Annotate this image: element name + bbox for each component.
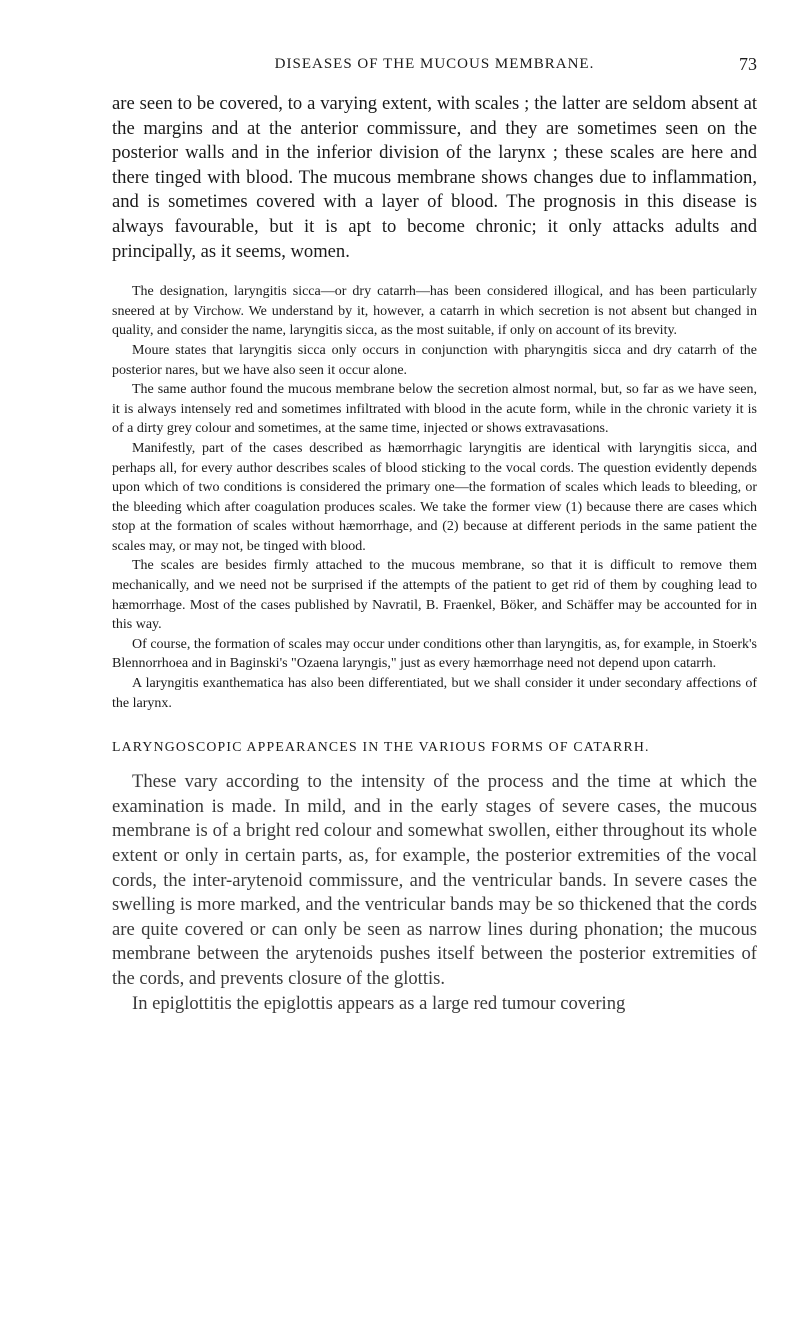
running-head [112, 56, 757, 78]
note-paragraph-moure: Moure states that laryngitis sicca only occurs in conjunction with pharyngitis sicca and dry catarrh of the posterior nares, but we have also seen it occur alone. [112, 342, 757, 378]
section-heading: LARYNGOSCOPIC APPEARANCES IN THE VARIOUS FORMS OF CATARRH. [112, 739, 650, 755]
note-paragraph-same-author: The same author found the mucous membrane below the secretion almost normal, but, so far as we have seen, it is always intensely red and sometimes infiltrated with blood in the acute form, while in the chronic variety it is of a dirty grey colour and sometimes, at the same time, injected or shows extravasations. [112, 382, 757, 437]
note-paragraph-exanthematica: A laryngitis exanthematica has also been differentiated, but we shall consider it under secondary affections of the larynx. [112, 676, 757, 711]
opening-text-block [112, 92, 757, 264]
section-paragraph-epiglottitis: In epiglottitis the epiglottis appears as a large red tumour covering [132, 992, 626, 1014]
note-paragraph-scales: The scales are besides firmly attached to the mucous membrane, so that it is difficult to remove them mechanically, and we need not be surprised if the attempts of the patient to get rid of them by coughing lead to hæmorrhage. Most of the cases published by Navratil, B. Fraenkel, Böker, and Schäffer may be accounted for in this way. [112, 558, 757, 633]
note-paragraph-manifestly: Manifestly, part of the cases described as hæmorrhagic laryngitis are identical with laryngitis sicca, and perhaps all, for every author describes scales of blood sticking to the vocal cords. The question evidently depends upon which of two conditions is considered the primary one—the formation of scales which leads to bleeding, or the bleeding which after coagulation produces scales. We take the former view (1) because there are cases which stop at the formation of scales without hæmorrhage, and (2) because at different periods in the same patient the scales may, or may not, be tinged with blood. [112, 440, 757, 554]
small-print-notes [112, 282, 757, 713]
running-title: DISEASES OF THE MUCOUS MEMBRANE. [274, 56, 595, 72]
page-body [112, 92, 757, 1016]
page-number: 73 [739, 54, 757, 74]
opening-paragraph: are seen to be covered, to a varying extent, with scales ; the latter are seldom absent at the margins and at the anterior commissure, and they are sometimes seen on the posterior walls and in the inferior division of the larynx ; these scales are here and there tinged with blood. The mucous membrane shows changes due to inflammation, and is sometimes covered with a layer of blood. The prognosis in this disease is always favourable, but it is apt to become chronic; it only attacks adults and principally, as it seems, women. [112, 93, 757, 262]
note-paragraph-designation: The designation, laryngitis sicca—or dry catarrh—has been considered illogical, and has been particularly sneered at by Virchow. We understand by it, however, a catarrh in which secretion is not absent but changed in quality, and consider the name, laryngitis sicca, as the most suitable, if only on account of its brevity. [112, 284, 757, 339]
section-text-block [112, 770, 757, 1016]
note-paragraph-of-course: Of course, the formation of scales may occur under conditions other than laryngitis, as, for example, in Stoerk's Blennorrhoea and in Baginski's "Ozaena laryngis," just as every hæmorrhage need not depend upon catarrh. [112, 636, 757, 672]
section-paragraph-vary: These vary according to the intensity of the process and the time at which the examination is made. In mild, and in the early stages of severe cases, the mucous membrane is of a bright red colour and somewhat swollen, either throughout its whole extent or only in certain parts, as, for example, the posterior extremities of the vocal cords, the inter-arytenoid commissure, and the ventricular bands. In severe cases the swelling is more marked, and the ventricular bands may be so thickened that the cords are quite covered or can only be seen as narrow lines during phonation; the mucous membrane between the arytenoids pushes itself between the posterior extremities of the cords, and prevents closure of the glottis. [112, 771, 757, 989]
